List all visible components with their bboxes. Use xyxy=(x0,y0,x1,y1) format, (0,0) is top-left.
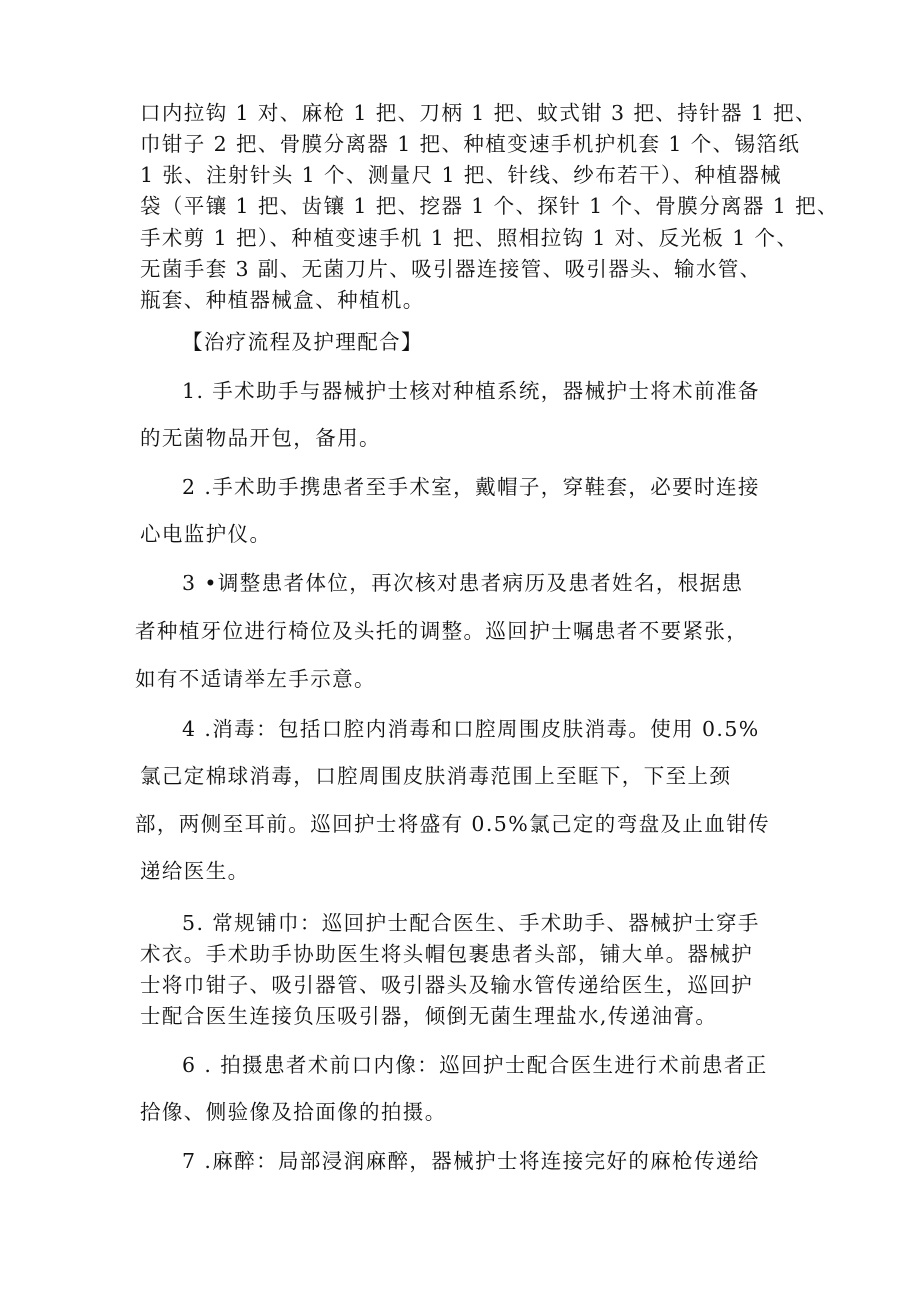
text-line: 口内拉钩 1 对、麻枪 1 把、刀柄 1 把、蚊式钳 3 把、持针器 1 把、 xyxy=(140,101,817,125)
text-line: 士配合医生连接负压吸引器，倾倒无菌生理盐水,传递油膏。 xyxy=(140,1004,718,1028)
text-line: 术衣。手术助手协助医生将头帽包裹患者头部，铺大单。器械护 xyxy=(140,942,754,966)
text-line: 者种植牙位进行椅位及头托的调整。巡回护士嘱患者不要紧张， xyxy=(135,619,749,643)
text-line: 7 .麻醉：局部浸润麻醉，器械护士将连接完好的麻枪传递给 xyxy=(182,1149,760,1173)
text-line: 4 .消毒：包括口腔内消毒和口腔周围皮肤消毒。使用 0.5% xyxy=(182,717,760,741)
text-line: 巾钳子 2 把、骨膜分离器 1 把、种植变速手机护机套 1 个、锡箔纸 xyxy=(140,132,801,156)
text-line: 拾像、侧验像及拾面像的拍摄。 xyxy=(140,1100,447,1124)
text-line: 6 . 拍摄患者术前口内像：巡回护士配合医生进行术前患者正 xyxy=(182,1053,768,1077)
text-line: 部，两侧至耳前。巡回护士将盛有 0.5%氯己定的弯盘及止血钳传 xyxy=(135,812,770,836)
text-line: 瓶套、种植器械盒、种植机。 xyxy=(140,288,425,312)
section-heading: 【治疗流程及护理配合】 xyxy=(182,330,423,354)
text-line: 无菌手套 3 副、无菌刀片、吸引器连接管、吸引器头、输水管、 xyxy=(140,257,762,281)
text-line: 2 .手术助手携患者至手术室，戴帽子，穿鞋套，必要时连接 xyxy=(182,475,760,499)
text-line: 氯己定棉球消毒，口腔周围皮肤消毒范围上至眶下，下至上颈 xyxy=(140,764,732,788)
text-line: 3 •调整患者体位，再次核对患者病历及患者姓名，根据患 xyxy=(182,571,744,595)
text-line: 心电监护仪。 xyxy=(140,522,272,546)
text-line: 士将巾钳子、吸引器管、吸引器头及输水管传递给医生，巡回护 xyxy=(140,973,754,997)
text-line: 1 张、注射针头 1 个、测量尺 1 把、针线、纱布若干）、种植器械 xyxy=(140,163,783,187)
text-line: 1. 手术助手与器械护士核对种植系统，器械护士将术前准备 xyxy=(182,379,760,403)
text-line: 袋（平镶 1 把、齿镶 1 把、挖器 1 个、探针 1 个、骨膜分离器 1 把、 xyxy=(140,194,839,218)
text-line: 的无菌物品开包，备用。 xyxy=(140,426,381,450)
text-line: 如有不适请举左手示意。 xyxy=(135,667,376,691)
text-line: 5. 常规铺巾：巡回护士配合医生、手术助手、器械护士穿手 xyxy=(182,911,760,935)
text-line: 递给医生。 xyxy=(140,859,250,883)
text-line: 手术剪 1 把）、种植变速手机 1 把、照相拉钩 1 对、反光板 1 个、 xyxy=(140,226,799,250)
